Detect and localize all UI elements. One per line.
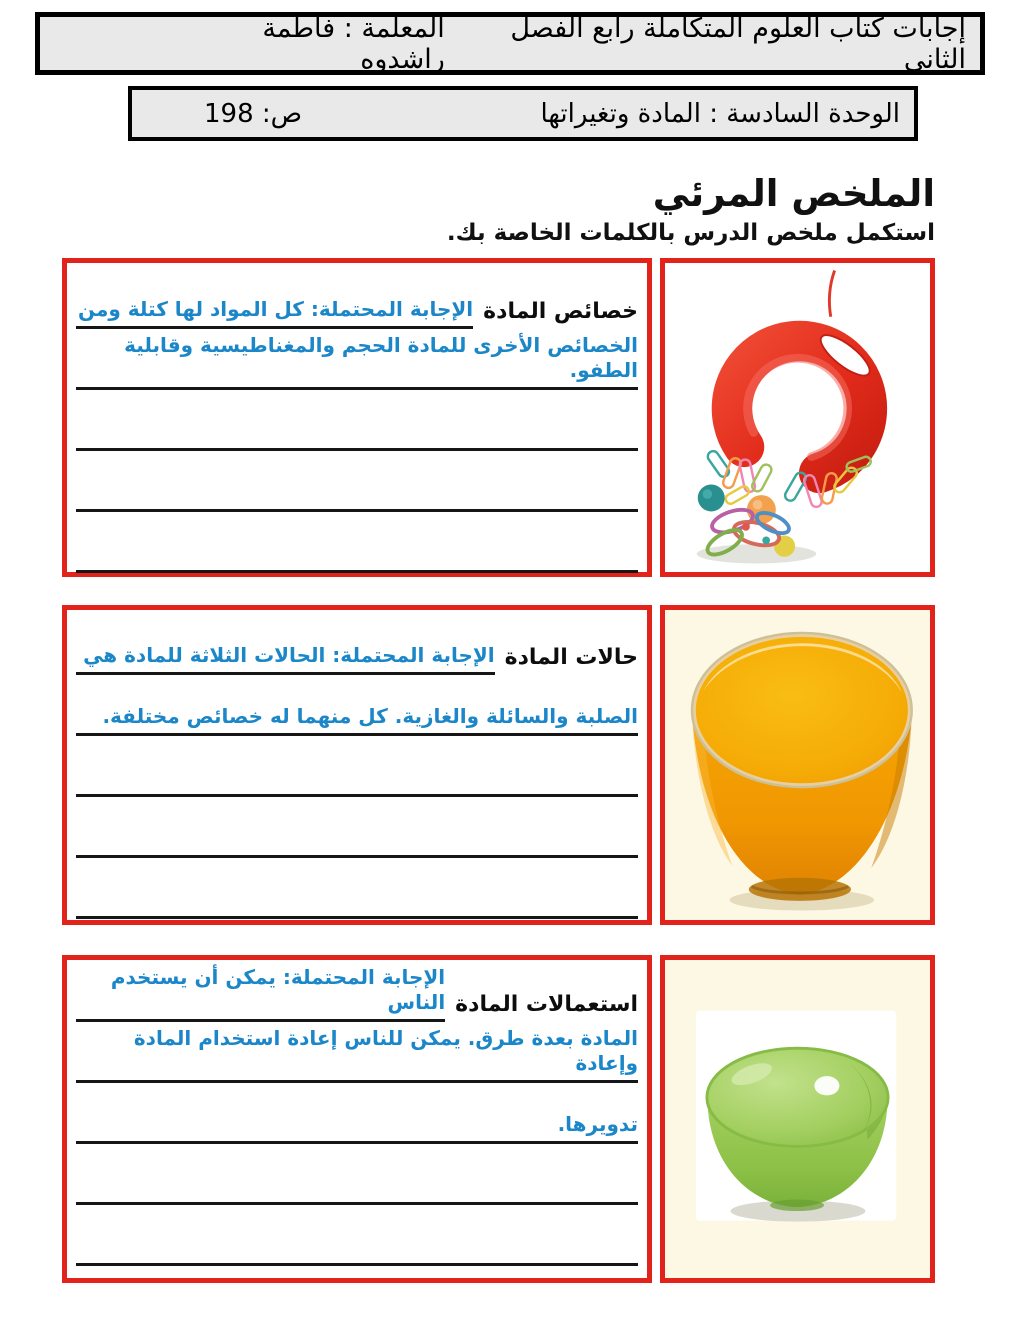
blank-ruled-line — [76, 1205, 638, 1266]
unit-header-bar — [128, 86, 918, 141]
answer-line — [76, 1022, 638, 1083]
uses-label: استعمالات المادة — [455, 992, 638, 1017]
answer-text: الإجابة المحتملة: يمكن أن يستخدم الناس — [76, 965, 445, 1022]
blank-ruled-line — [76, 797, 638, 858]
answer-text: تدويرها. — [557, 1112, 638, 1136]
uses-answer-box — [62, 955, 652, 1283]
answer-text: الصلبة والسائلة والغازية. كل منهما له خصائص مختلفة. — [102, 704, 638, 728]
horseshoe-magnet-image — [665, 263, 930, 572]
unit-title: الوحدة السادسة : المادة وتغيراتها — [540, 98, 900, 129]
answer-line — [76, 1083, 638, 1144]
document-title: إجابات كتاب العلوم المتكاملة رابع الفصل الثاني — [510, 12, 966, 75]
answer-line — [76, 675, 638, 736]
blank-ruled-line — [76, 1144, 638, 1205]
blank-ruled-line — [76, 736, 638, 797]
section-heading-block — [447, 172, 935, 248]
answer-line — [76, 610, 638, 675]
states-answer-box — [62, 605, 652, 925]
blank-ruled-line — [76, 858, 638, 919]
juice-image-panel — [660, 605, 935, 925]
section-title: الملخص المرئي — [652, 172, 935, 215]
magnet-image-panel — [660, 258, 935, 577]
answer-row-states — [0, 605, 1020, 925]
answer-text: الإجابة المحتملة: كل المواد لها كتلة ومن — [76, 297, 473, 329]
answer-text: الإجابة المحتملة: الحالات الثلاثة للمادة هي — [76, 643, 495, 675]
answer-line — [76, 960, 638, 1022]
blank-ruled-line — [76, 390, 638, 451]
answer-line — [76, 329, 638, 390]
answer-text: المادة بعدة طرق. يمكن للناس إعادة استخدام المادة وإعادة — [133, 1026, 638, 1075]
page-number: ص: 198 — [204, 98, 303, 129]
green-bowl-image — [665, 960, 930, 1278]
answer-row-uses — [0, 955, 1020, 1283]
orange-juice-glass-image — [665, 610, 930, 920]
teacher-name: المعلمة : فاطمة راشدوه — [262, 12, 445, 75]
bowl-image-panel — [660, 955, 935, 1283]
document-header-bar — [35, 12, 985, 75]
properties-label: خصائص المادة — [483, 299, 638, 324]
section-instruction: استكمل ملخص الدرس بالكلمات الخاصة بك. — [446, 220, 935, 246]
blank-ruled-line — [76, 512, 638, 573]
states-label: حالات المادة — [504, 645, 638, 670]
answer-row-properties — [0, 258, 1020, 577]
answer-text: الخصائص الأخرى للمادة الحجم والمغناطيسية وقابلية الطفو. — [124, 333, 638, 382]
blank-ruled-line — [76, 451, 638, 512]
properties-answer-box — [62, 258, 652, 577]
answer-line — [76, 263, 638, 329]
